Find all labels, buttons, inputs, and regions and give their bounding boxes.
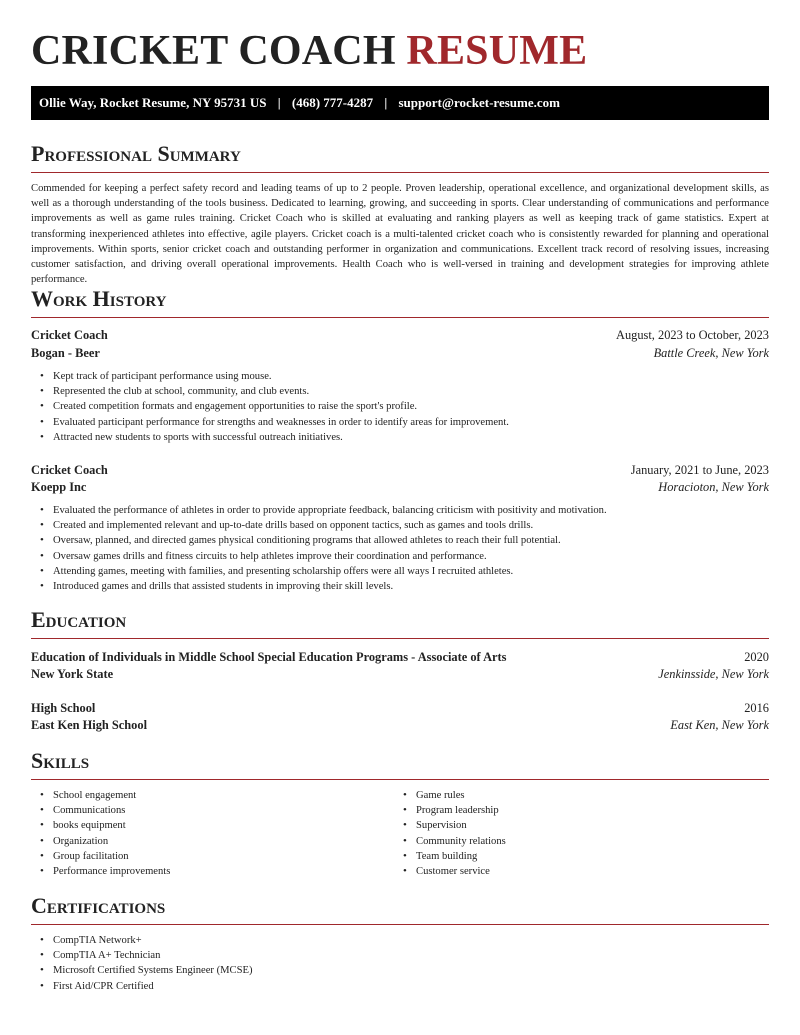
list-item: • Kept track of participant performance using mouse. xyxy=(53,369,509,384)
list-item: • Introduced games and drills that assisted students in improving their skill levels. xyxy=(53,579,607,594)
certification-item: • First Aid/CPR Certified xyxy=(53,979,253,994)
job-title: Cricket Coach xyxy=(31,463,108,477)
job-header-row xyxy=(31,461,769,479)
job-location: Battle Creek, New York xyxy=(653,346,769,360)
skill-item: • Group facilitation xyxy=(53,849,170,864)
job-company-row xyxy=(31,478,769,496)
education-header-row xyxy=(31,699,769,717)
job-company: Koepp Inc xyxy=(31,480,87,494)
list-item: • Created and implemented relevant and up-to-date drills based on opponent tactics, such as games and tools drills. xyxy=(53,518,607,533)
job-title: Cricket Coach xyxy=(31,328,108,342)
title-main: CRICKET COACH xyxy=(31,28,396,74)
skill-item: • Organization xyxy=(53,834,170,849)
section-divider xyxy=(31,317,769,318)
work-history-heading: Work History xyxy=(31,286,167,311)
certification-item: • Microsoft Certified Systems Engineer (MCSE) xyxy=(53,963,253,978)
education-school-row xyxy=(31,716,769,734)
skill-item: • Performance improvements xyxy=(53,864,170,879)
job-header-row xyxy=(31,326,769,344)
contact-email: support@rocket-resume.com xyxy=(398,95,560,110)
education-school-row xyxy=(31,665,769,683)
certifications-heading: Certifications xyxy=(31,893,166,918)
list-item: • Attracted new students to sports with successful outreach initiatives. xyxy=(53,430,509,445)
summary-text: Commended for keeping a perfect safety record and leading teams of up to 2 people. Proven leadership, operational excellence, and organizational development skills, as well as a thorough understanding of the tools business. Dedicated to learning, growing, and succeeding in sports. Clear understanding of communications and performance improvements as well as game rules training. Cricket Coach who is skilled at evaluating and ranking players as well as keeping track of game statistics. Expert at transforming inexperienced athletes into effective, agile players. Cricket coach is a multi-talented cricket coach who is consistently rewarded for planning and operational improvements. Within sports, senior cricket coach and outstanding performer in organization and communications. Excellent track record of resolving issues, increasing customer satisfaction, and driving overall operational improvements. Health Coach who is well-versed in training and development strategies for improving athlete performance. xyxy=(31,183,769,286)
graduation-year: 2016 xyxy=(744,701,769,715)
job-company: Bogan - Beer xyxy=(31,346,100,360)
list-item: • Created competition formats and engagement opportunities to raise the sport's profile. xyxy=(53,399,509,414)
degree-name: High School xyxy=(31,701,96,715)
skill-item: • School engagement xyxy=(53,788,170,803)
job-company-row xyxy=(31,344,769,362)
skill-item: • Supervision xyxy=(416,818,506,833)
skill-item: • books equipment xyxy=(53,818,170,833)
list-item: • Oversaw, planned, and directed games physical conditioning programs that allowed athletes to reach their full potential. xyxy=(53,533,607,548)
contact-separator: | xyxy=(384,95,388,110)
section-divider xyxy=(31,638,769,639)
skill-item: • Communications xyxy=(53,803,170,818)
list-item: • Attending games, meeting with families, and presenting scholarship offers were all ways I recruited athletes. xyxy=(53,564,607,579)
skills-heading: Skills xyxy=(31,748,90,773)
school-name: East Ken High School xyxy=(31,718,148,732)
skill-item: • Customer service xyxy=(416,864,506,879)
skills-list-left xyxy=(53,788,170,879)
skills-list-right xyxy=(416,788,506,879)
education-header-row xyxy=(31,648,769,666)
contact-bar xyxy=(31,86,769,120)
certification-item: • CompTIA Network+ xyxy=(53,933,253,948)
contact-phone: (468) 777-4287 xyxy=(291,95,374,110)
certification-item: • CompTIA A+ Technician xyxy=(53,948,253,963)
resume-title xyxy=(31,27,587,75)
list-item: • Evaluated participant performance for strengths and weaknesses in order to identify areas for improvement. xyxy=(53,415,509,430)
degree-name: Education of Individuals in Middle School Special Education Programs - Associate of Arts xyxy=(31,650,507,664)
title-accent: RESUME xyxy=(406,28,588,74)
job-dates: January, 2021 to June, 2023 xyxy=(630,463,769,477)
skill-item: • Program leadership xyxy=(416,803,506,818)
job-dates: August, 2023 to October, 2023 xyxy=(616,328,769,342)
skill-item: • Team building xyxy=(416,849,506,864)
certifications-list xyxy=(53,933,253,994)
list-item: • Oversaw games drills and fitness circuits to help athletes improve their coordination and performance. xyxy=(53,549,607,564)
education-heading: Education xyxy=(31,607,127,632)
school-location: Jenkinsside, New York xyxy=(658,667,769,681)
section-divider xyxy=(31,172,769,173)
school-location: East Ken, New York xyxy=(670,718,769,732)
skill-item: • Community relations xyxy=(416,834,506,849)
job-duties-list xyxy=(53,503,607,594)
skill-item: • Game rules xyxy=(416,788,506,803)
job-duties-list xyxy=(53,369,509,445)
graduation-year: 2020 xyxy=(744,650,769,664)
section-divider xyxy=(31,924,769,925)
list-item: • Represented the club at school, community, and club events. xyxy=(53,384,509,399)
summary-heading: Professional Summary xyxy=(31,141,241,166)
contact-address: Ollie Way, Rocket Resume, NY 95731 US xyxy=(39,95,267,110)
contact-separator: | xyxy=(277,95,281,110)
school-name: New York State xyxy=(31,667,114,681)
job-location: Horacioton, New York xyxy=(658,480,769,494)
section-divider xyxy=(31,779,769,780)
list-item: • Evaluated the performance of athletes in order to provide appropriate feedback, balancing criticism with positivity and motivation. xyxy=(53,503,607,518)
